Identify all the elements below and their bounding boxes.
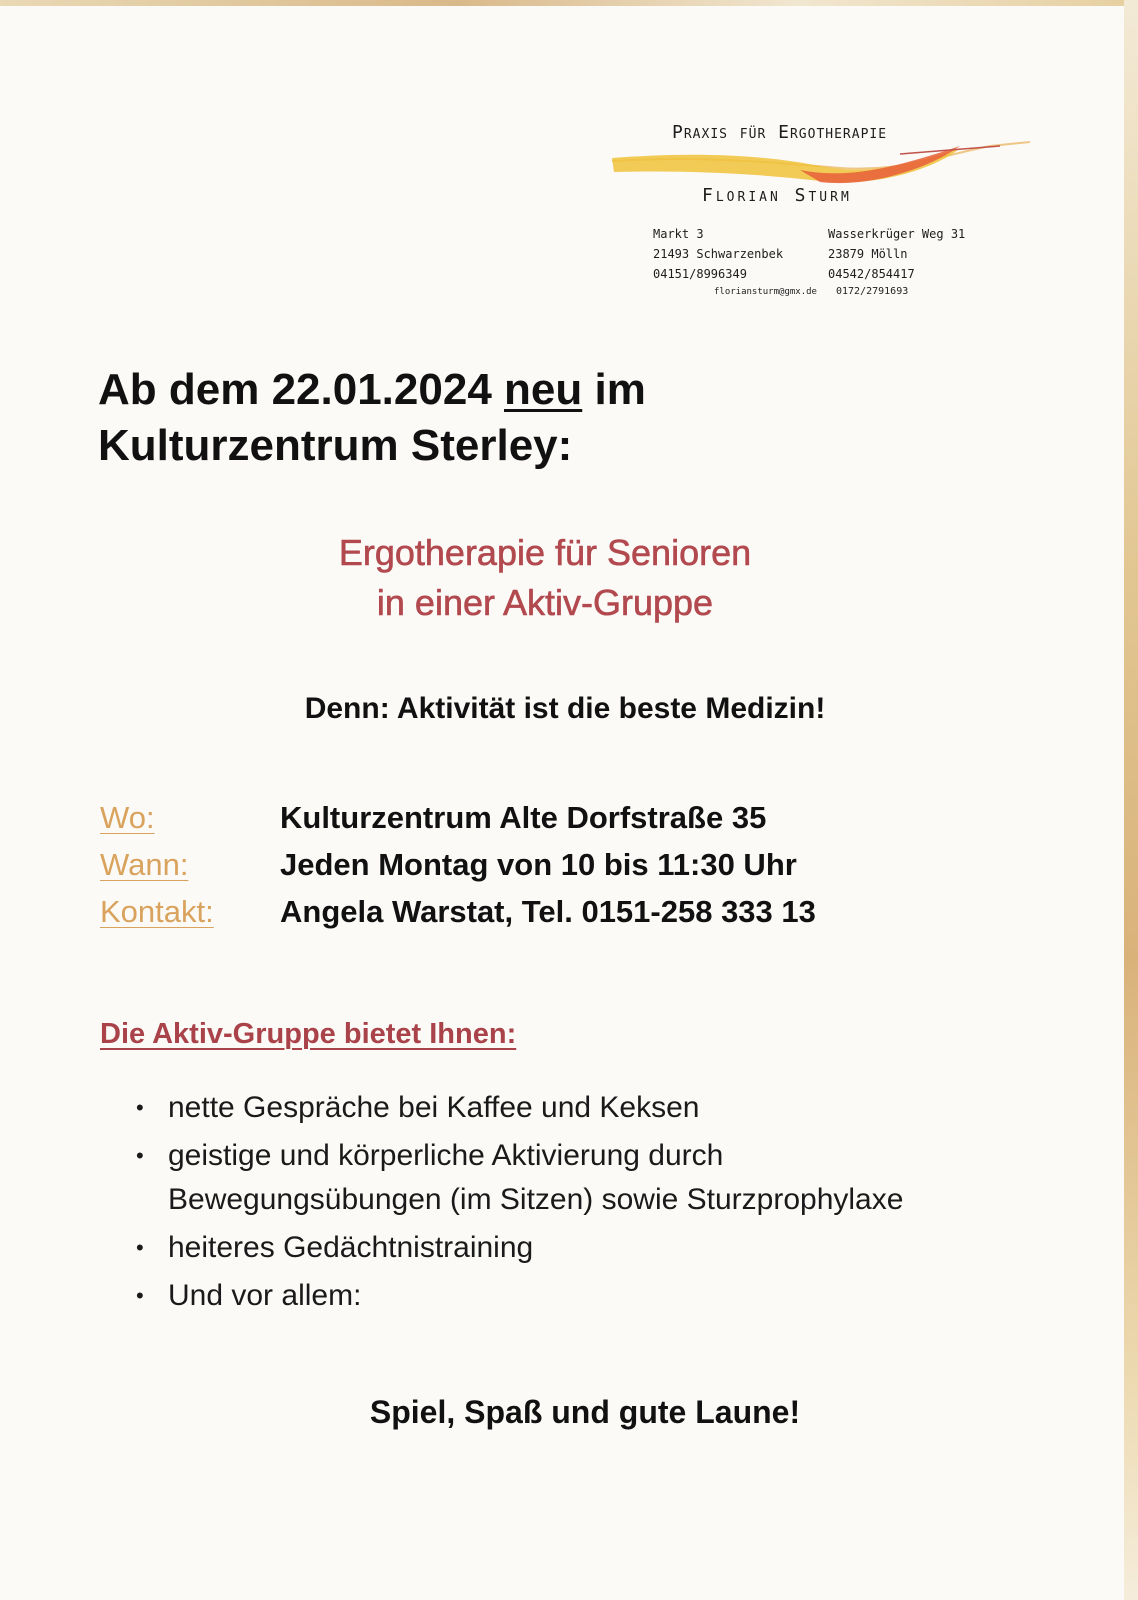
info-label: Wann:: [100, 847, 189, 882]
headline-part1: Ab dem 22.01.2024: [98, 365, 505, 414]
address-city: 23879 Mölln: [828, 247, 908, 261]
address-street: Wasserkrüger Weg 31: [828, 227, 966, 241]
address-moelln: [828, 224, 965, 284]
closing-line: Spiel, Spaß und gute Laune!: [369, 1394, 801, 1430]
list-item-text: heiteres Gedächtnistraining: [168, 1231, 534, 1264]
list-item: [128, 1226, 948, 1270]
list-item: [128, 1134, 948, 1222]
info-row-contact: [100, 894, 1060, 944]
address-phone: 04151/8996349: [653, 267, 747, 281]
address-city: 21493 Schwarzenbek: [653, 247, 784, 261]
section-title: Die Aktiv-Gruppe bietet Ihnen:: [100, 1018, 517, 1050]
bullet-icon: •: [136, 1095, 144, 1120]
practice-logo: [610, 110, 1030, 310]
list-item: [128, 1086, 948, 1130]
subtitle: [0, 528, 1090, 628]
headline-line1: [98, 362, 998, 418]
paper-right-edge: [1124, 0, 1138, 1600]
logo-therapist-name: Florian Sturm: [702, 185, 852, 206]
info-value: Kulturzentrum Alte Dorfstraße 35: [280, 800, 767, 835]
subtitle-line1: Ergotherapie für Senioren: [338, 532, 752, 573]
bullet-icon: •: [136, 1143, 144, 1168]
tagline: Denn: Aktivität ist die beste Medizin!: [304, 692, 826, 725]
list-item-text: geistige und körperliche Aktivierung durch Bewegungsübungen (im Sitzen) sowie Sturzprophylaxe: [168, 1139, 904, 1216]
headline-new: neu: [504, 365, 583, 414]
info-value: Jeden Montag von 10 bis 11:30 Uhr: [280, 847, 797, 882]
address-phone: 04542/854417: [828, 267, 915, 281]
list-item-text: nette Gespräche bei Kaffee und Keksen: [168, 1091, 700, 1124]
mobile-number: 0172/2791693: [836, 286, 909, 297]
headline: [98, 362, 998, 474]
info-row-location: [100, 800, 1060, 850]
info-value: Angela Warstat, Tel. 0151-258 333 13: [280, 894, 816, 929]
subtitle-line2: in einer Aktiv-Gruppe: [376, 582, 714, 623]
logo-practice-name: Praxis für Ergotherapie: [672, 122, 888, 143]
list-item: [128, 1274, 948, 1318]
headline-line2: Kulturzentrum Sterley:: [98, 421, 573, 470]
benefits-list: [128, 1086, 948, 1322]
info-label: Wo:: [100, 800, 155, 835]
bullet-icon: •: [136, 1235, 144, 1260]
info-label: Kontakt:: [100, 894, 214, 929]
address-street: Markt 3: [653, 227, 704, 241]
email-address: floriansturm@gmx.de: [714, 287, 817, 297]
bullet-icon: •: [136, 1283, 144, 1308]
headline-part2: im: [582, 365, 646, 414]
info-row-time: [100, 847, 1060, 897]
list-item-text: Und vor allem:: [168, 1279, 362, 1312]
address-schwarzenbek: [653, 224, 783, 284]
